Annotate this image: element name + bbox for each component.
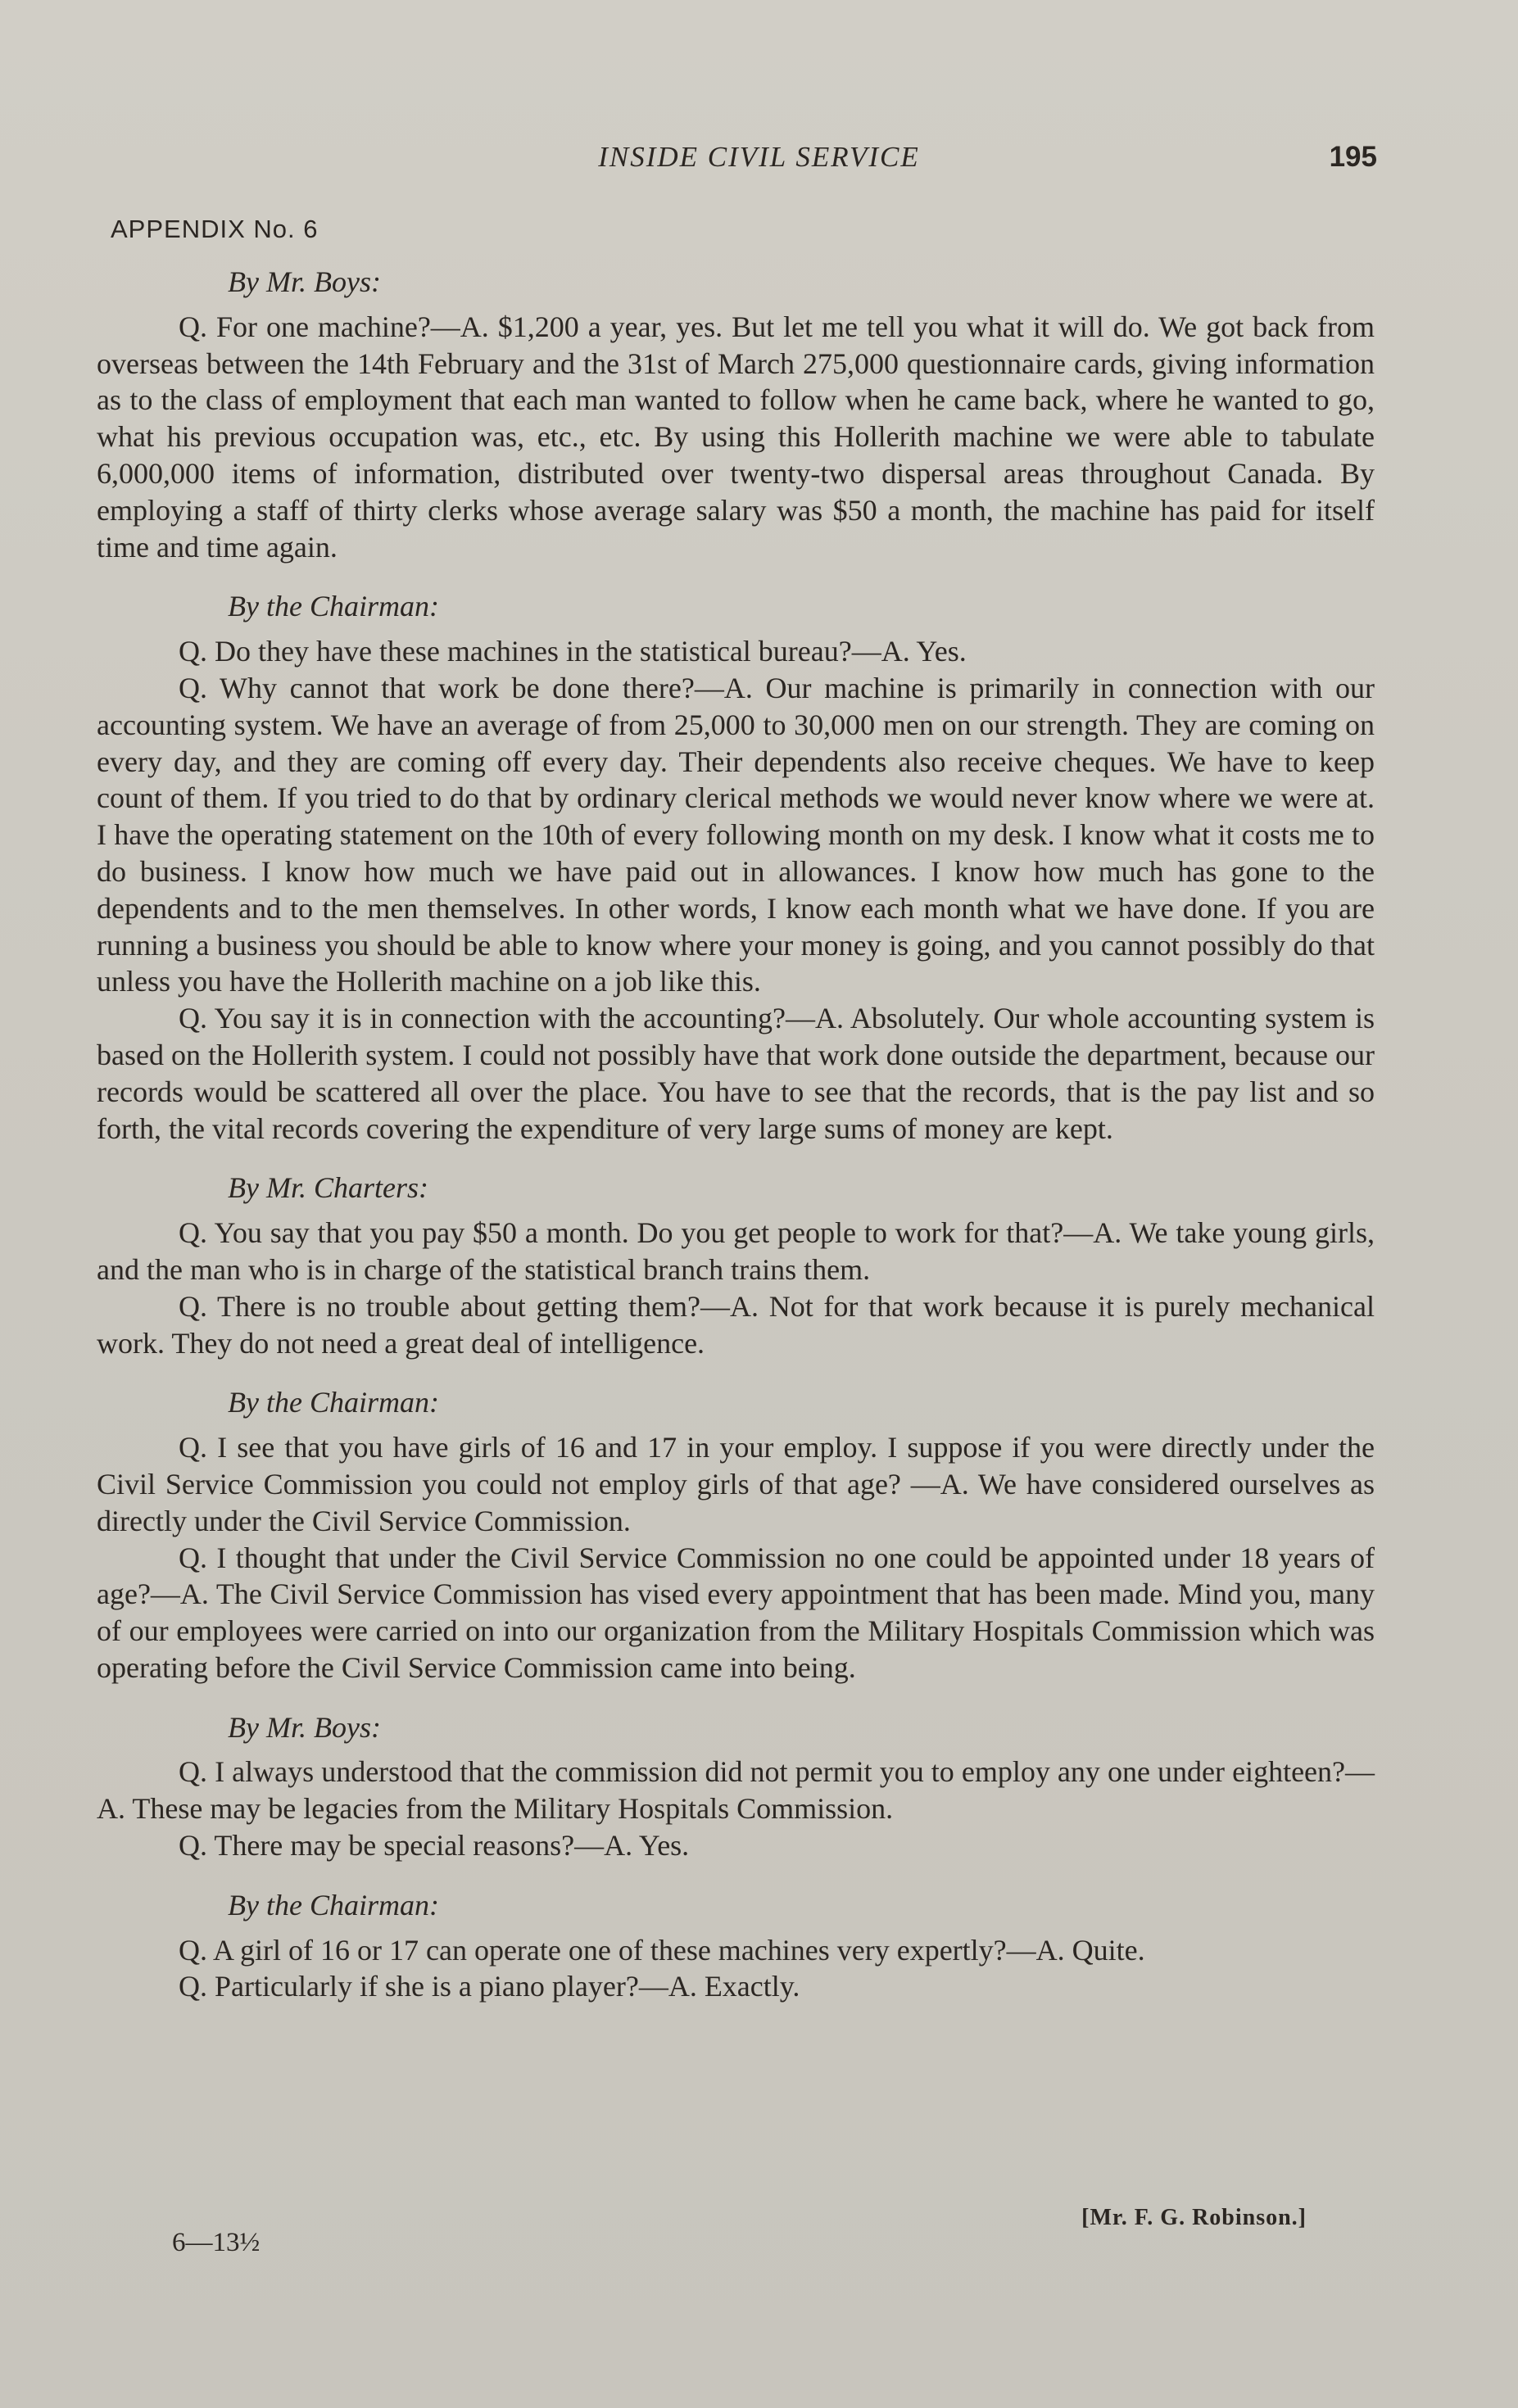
qa-paragraph: Q. You say it is in connection with the accounting?—A. Absolutely. Our whole accounting system is based on the Hollerith system. I could not possibly have that work done outside the department, because our records would be scattered all over the place. You have to see that the records, that is the pay list and so forth, the vital records covering the expenditure of very large sums of money are kept. xyxy=(97,1002,1375,1145)
qa-paragraph: Q. For one machine?—A. $1,200 a year, yes. But let me tell you what it will do. We got back from overseas between the 14th February and the 31st of March 275,000 questionnaire cards, giving information as to the class of employment that each man wanted to follow when he came back, where he wanted to go, what his previous occupation was, etc., etc. By using this Hollerith machine we were able to tabulate 6,000,000 items of information, distributed over twenty-two dispersal areas throughout Canada. By employing a staff of thirty clerks whose average salary was $50 a month, the machine has paid for itself time and time again. xyxy=(97,310,1375,564)
qa-paragraph: Q. Do they have these machines in the statistical bureau?—A. Yes. xyxy=(179,635,967,668)
speaker-heading: By Mr. Charters: xyxy=(228,1171,428,1205)
qa-paragraph: Q. A girl of 16 or 17 can operate one of these machines very expertly?—A. Quite. xyxy=(179,1933,1145,1967)
qa-paragraph: Q. There may be special reasons?—A. Yes. xyxy=(179,1829,690,1863)
qa-paragraph: Q. You say that you pay $50 a month. Do you get people to work for that?—A. We take young girls, and the man who is in charge of the statistical branch trains them. xyxy=(97,1216,1375,1286)
qa-paragraph: Q. I thought that under the Civil Service Commission no one could be appointed under 18 years of age?—A. The Civil Service Commission has vised every appointment that has been made. Mind you, many of our employees were carried on into our organization from the Military Hospitals Commission which was operating before the Civil Service Commission came into being. xyxy=(97,1541,1375,1684)
speaker-heading: By Mr. Boys: xyxy=(228,1710,381,1744)
qa-paragraph: Q. There is no trouble about getting them?—A. Not for that work because it is purely mechanical work. They do not need a great deal of intelligence. xyxy=(97,1289,1375,1360)
speaker-heading: By the Chairman: xyxy=(228,1386,439,1419)
sheet-mark: 6—13½ xyxy=(172,2228,261,2257)
page-header xyxy=(0,141,1518,183)
qa-paragraph: Q. I always understood that the commission did not permit you to employ any one under eighteen?—A. These may be legacies from the Military Hospitals Commission. xyxy=(97,1755,1375,1826)
running-title: INSIDE CIVIL SERVICE xyxy=(598,141,920,173)
document-body xyxy=(97,264,1375,2005)
speaker-heading: By the Chairman: xyxy=(228,1888,439,1921)
qa-paragraph: Q. Why cannot that work be done there?—A. Our machine is primarily in connection with our accounting system. We have an average of from 25,000 to 30,000 men on our strength. They are coming on every day, and they are coming off every day. Their dependents also receive cheques. We have to keep count of them. If you tried to do that by ordinary clerical methods we would never know where we were at. I have the operating statement on the 10th of every following month on my desk. I know what it costs me to do business. I know how much we have paid out in allowances. I know how much has gone to the dependents and to the men themselves. In other words, I know each month what we have done. If you are running a business you should be able to know where your money is going, and you cannot possibly do that unless you have the Hollerith machine on a job like this. xyxy=(97,671,1375,998)
qa-paragraph: Q. Particularly if she is a piano player?—A. Exactly. xyxy=(179,1970,800,2003)
speaker-heading: By Mr. Boys: xyxy=(228,265,381,298)
speaker-heading: By the Chairman: xyxy=(228,590,439,623)
appendix-label: APPENDIX No. 6 xyxy=(111,215,319,243)
qa-paragraph: Q. I see that you have girls of 16 and 17 in your employ. I suppose if you were directly under the Civil Service Commission you could not employ girls of that age? —A. We have considered ourselves as directly under the Civil Service Commission. xyxy=(97,1431,1375,1537)
page-number: 195 xyxy=(1329,141,1377,173)
witness-signature: [Mr. F. G. Robinson.] xyxy=(1081,2205,1307,2230)
